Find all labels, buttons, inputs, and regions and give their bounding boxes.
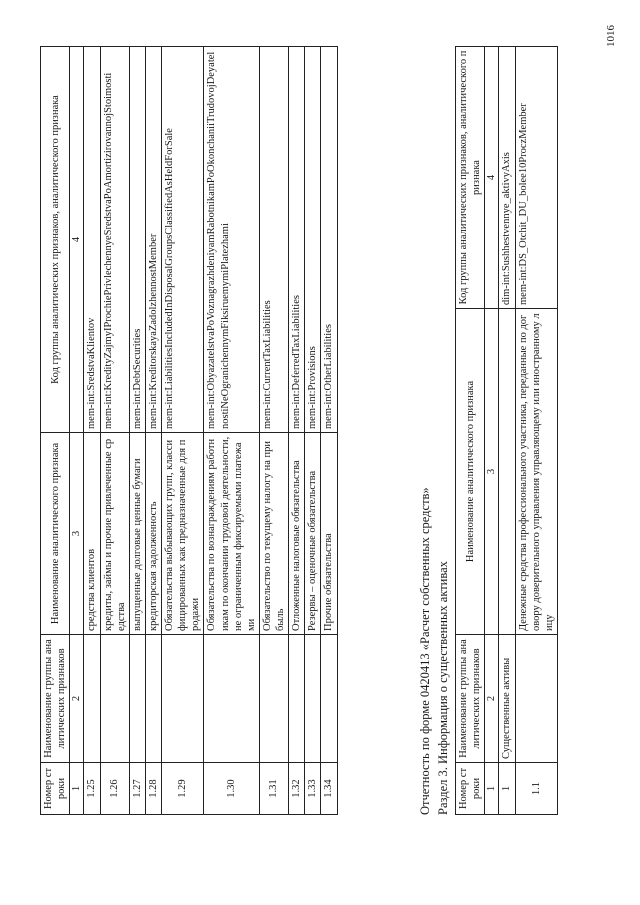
code-cell: mem-int:CurrentTaxLiabilities (259, 47, 288, 433)
code-cell: mem-int:ObyazatelstvaPoVoznagrazhdeniyamRabotnikamPoOkonchaniiTrudovojDeyatelnostiNeOgranichennymFiksiruemymiPlatezhami (204, 47, 260, 433)
row-number-cell: 1.34 (321, 763, 337, 815)
group-name-cell (289, 635, 305, 763)
group-name-cell (259, 635, 288, 763)
header-feature-name: Наименование аналитического признака (456, 309, 485, 635)
feature-name-cell: кредиты, займы и прочие привлеченные средства (100, 433, 129, 635)
column-index: 2 (485, 635, 499, 763)
feature-name-cell: средства клиентов (84, 433, 100, 635)
group-name-cell (100, 635, 129, 763)
table-body (84, 47, 337, 815)
row-number-cell: 1.26 (100, 763, 129, 815)
header-code: Код группы аналитических признаков, аналитического признака (41, 47, 70, 433)
column-index: 2 (70, 635, 84, 763)
feature-name-cell: Прочие обязательства (321, 433, 337, 635)
code-cell: mem-int:KreditorskayaZadolzhennostMember (145, 47, 161, 433)
table-row (145, 47, 161, 815)
page-number: 1016 (605, 25, 617, 47)
table-body (499, 47, 558, 815)
header-group-name: Наименование группы аналитических признаков (456, 635, 485, 763)
feature-name-cell: кредиторская задолженность (145, 433, 161, 635)
table-row (305, 47, 321, 815)
group-name-cell: Существенные активы (499, 635, 515, 763)
table-row (204, 47, 260, 815)
row-number-cell: 1 (499, 763, 515, 815)
table-row (129, 47, 145, 815)
row-number-cell: 1.25 (84, 763, 100, 815)
feature-name-cell: Резервы – оценочные обязательства (305, 433, 321, 635)
feature-name-cell: выпущенные долговые ценные бумаги (129, 433, 145, 635)
row-number-cell: 1.33 (305, 763, 321, 815)
feature-name-cell (499, 309, 515, 635)
material-assets-table (455, 46, 558, 815)
row-number-cell: 1.1 (515, 763, 557, 815)
group-name-cell (515, 635, 557, 763)
table-row (499, 47, 515, 815)
group-name-cell (321, 635, 337, 763)
section-subtitle: Раздел 3. Информация о существенных активах (436, 561, 450, 815)
group-name-cell (305, 635, 321, 763)
row-number-cell: 1.27 (129, 763, 145, 815)
column-index: 1 (70, 763, 84, 815)
column-index: 4 (485, 47, 499, 309)
code-cell: mem-int:OtherLiabilities (321, 47, 337, 433)
code-cell: mem-int:LiabilitiesIncludedInDisposalGroupsClassifiedAsHeldForSale (162, 47, 204, 433)
row-number-cell: 1.31 (259, 763, 288, 815)
row-number-cell: 1.32 (289, 763, 305, 815)
table-row (289, 47, 305, 815)
group-name-cell (129, 635, 145, 763)
code-cell: mem-int:SredstvaKlientov (84, 47, 100, 433)
table-row (162, 47, 204, 815)
group-name-cell (145, 635, 161, 763)
column-index: 1 (485, 763, 499, 815)
analytic-features-table (40, 46, 338, 815)
column-index: 4 (70, 47, 84, 433)
feature-name-cell: Отложенные налоговые обязательства (289, 433, 305, 635)
code-cell: dim-int:Sushhestvennye_aktivyAxis (499, 47, 515, 309)
table-header-row (456, 47, 485, 815)
feature-name-cell: Обязательства по вознаграждениям работникам по окончании трудовой деятельности, не ограниченным фиксируемыми платежами (204, 433, 260, 635)
table-row (321, 47, 337, 815)
group-name-cell (204, 635, 260, 763)
code-cell: mem-int:DS_Otchit_DU_bolee10ProczMember (515, 47, 557, 309)
row-number-cell: 1.29 (162, 763, 204, 815)
column-index: 3 (70, 433, 84, 635)
table-row (259, 47, 288, 815)
feature-name-cell: Обязательства выбывающих групп, классифицированных как предназначенные для продажи (162, 433, 204, 635)
header-code: Код группы аналитических признаков, аналитического признака (456, 47, 485, 309)
header-group-name: Наименование группы аналитических признаков (41, 635, 70, 763)
table-row (100, 47, 129, 815)
code-cell: mem-int:KredityZajmyIProchiePrivlechennyeSredstvaPoAmortizirovannojStoimosti (100, 47, 129, 433)
feature-name-cell: Денежные средства профессионального участника, переданные по договору доверительного управления управляющему или иностранному лицу (515, 309, 557, 635)
header-feature-name: Наименование аналитического признака (41, 433, 70, 635)
code-cell: mem-int:Provisions (305, 47, 321, 433)
feature-name-cell: Обязательство по текущему налогу на прибыль (259, 433, 288, 635)
group-name-cell (84, 635, 100, 763)
row-number-cell: 1.30 (204, 763, 260, 815)
section-title: Отчетность по форме 0420413 «Расчет собственных средств» (418, 487, 432, 815)
table-row (84, 47, 100, 815)
code-cell: mem-int:DebtSecurities (129, 47, 145, 433)
code-cell: mem-int:DeferredTaxLiabilities (289, 47, 305, 433)
table-header-row (41, 47, 70, 815)
row-number-cell: 1.28 (145, 763, 161, 815)
column-index-row (70, 47, 84, 815)
column-index: 3 (485, 309, 499, 635)
group-name-cell (162, 635, 204, 763)
header-row-number: Номер строки (41, 763, 70, 815)
column-index-row (485, 47, 499, 815)
table-row (515, 47, 557, 815)
header-row-number: Номер строки (456, 763, 485, 815)
